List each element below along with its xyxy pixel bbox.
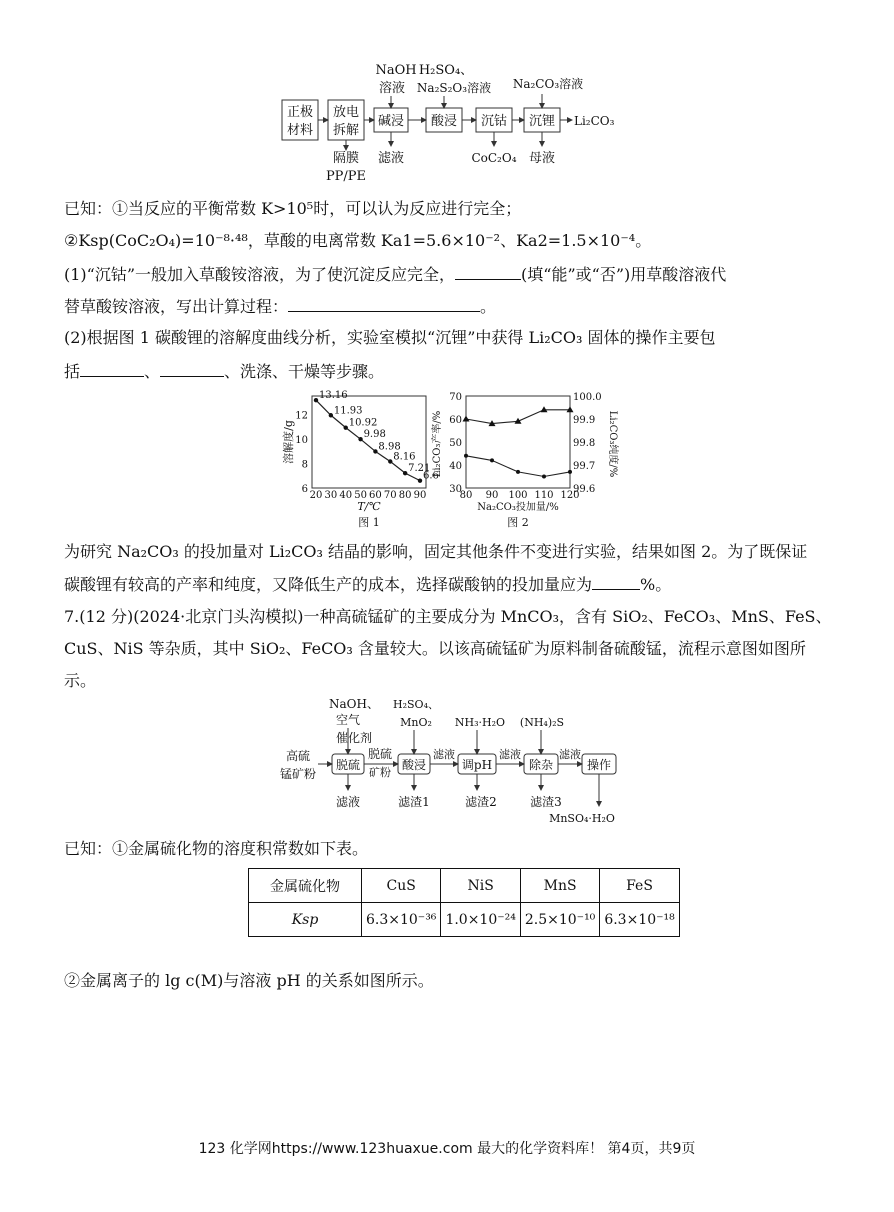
svg-text:(NH₄)₂S: (NH₄)₂S xyxy=(519,716,565,729)
fig1-point xyxy=(344,425,348,429)
question-1-line-2: 替草酸铵溶液，写出计算过程： 。 xyxy=(64,297,497,316)
svg-text:滤液: 滤液 xyxy=(335,795,361,809)
fig1-xtick-label: 80 xyxy=(398,490,412,501)
table-row-label: Ksp xyxy=(249,903,362,937)
solubility-and-yield-charts xyxy=(268,390,618,532)
svg-text:锰矿粉: 锰矿粉 xyxy=(279,767,317,781)
svg-text:拆解: 拆解 xyxy=(332,123,360,138)
fig1-point xyxy=(314,398,318,402)
fig1-data-label: 10.92 xyxy=(348,417,378,429)
svg-text:溶液: 溶液 xyxy=(378,81,406,96)
svg-text:沉锂: 沉锂 xyxy=(528,114,556,129)
fig1-data-label: 7.21 xyxy=(408,463,431,475)
fig2-ylabel-left: Li₂CO₃产率/% xyxy=(432,410,443,478)
fig1-frame xyxy=(312,396,426,488)
page-footer: 123 化学网https://www.123huaxue.com 最大的化学资料库！ 第4页，共9页 xyxy=(198,1141,696,1157)
svg-text:滤液: 滤液 xyxy=(499,748,521,761)
fig1-ytick-label: 10 xyxy=(295,434,308,446)
fig1-data-label: 8.98 xyxy=(378,441,401,453)
fig1-point xyxy=(358,437,362,441)
fig1-point xyxy=(373,449,377,453)
answer-blank-4[interactable] xyxy=(160,360,224,377)
svg-text:调pH: 调pH xyxy=(461,758,493,772)
fig1-xtick-label: 30 xyxy=(324,490,338,501)
svg-text:PP/PE: PP/PE xyxy=(325,169,367,184)
fig1-xlabel: T/℃ xyxy=(357,500,381,513)
svg-text:正极: 正极 xyxy=(286,105,314,120)
fig2-xtick-label: 100 xyxy=(508,490,528,501)
fig2-ytick-left-label: 30 xyxy=(449,484,462,495)
fig2-ytick-right-label: 100.0 xyxy=(573,392,602,403)
fig2-ytick-left-label: 70 xyxy=(449,392,462,403)
svg-text:滤液: 滤液 xyxy=(377,151,405,166)
svg-text:碱浸: 碱浸 xyxy=(377,114,405,129)
table-cell: 1.0×10⁻²⁴ xyxy=(441,903,520,937)
fig1-ytick-label: 6 xyxy=(301,484,308,495)
table-row xyxy=(249,903,680,937)
fig1-xtick-label: 60 xyxy=(369,490,382,501)
question-3-line-1: 为研究 Na₂CO₃ 的投加量对 Li₂CO₃ 结晶的影响，固定其他条件不变进行实验，结果如图 2。为了既保证 xyxy=(64,542,808,561)
answer-blank-5[interactable] xyxy=(592,573,640,590)
svg-text:酸浸: 酸浸 xyxy=(401,758,427,772)
svg-text:H₂SO₄、: H₂SO₄、 xyxy=(393,698,439,711)
fig1-data-label: 11.93 xyxy=(333,405,363,417)
svg-text:酸浸: 酸浸 xyxy=(430,114,458,129)
svg-text:滤液: 滤液 xyxy=(559,748,581,761)
problem-7-line-1: 7.(12 分)(2024·北京门头沟模拟)一种高硫锰矿的主要成分为 MnCO₃，含有 SiO₂、FeCO₃、MnS、FeS、 xyxy=(64,607,832,626)
fig2-xtick-label: 90 xyxy=(485,490,499,501)
problem-7-line-2: CuS、NiS 等杂质，其中 SiO₂、FeCO₃ 含量较大。以该高硫锰矿为原料制备硫酸锰，流程示意图如图所 xyxy=(64,639,806,658)
svg-text:沉钴: 沉钴 xyxy=(480,114,508,129)
svg-text:Na₂S₂O₃溶液: Na₂S₂O₃溶液 xyxy=(416,81,492,95)
svg-text:脱硫: 脱硫 xyxy=(335,758,361,772)
svg-text:空气: 空气 xyxy=(335,713,361,727)
table-cell: 6.3×10⁻³⁶ xyxy=(362,903,441,937)
fig2-triangle-point xyxy=(463,416,470,422)
fig2-ytick-right-label: 99.7 xyxy=(573,461,596,472)
svg-text:滤渣1: 滤渣1 xyxy=(398,795,430,809)
svg-text:NH₃·H₂O: NH₃·H₂O xyxy=(454,716,506,729)
svg-text:H₂SO₄、: H₂SO₄、 xyxy=(418,63,474,78)
fig2-xtick-label: 80 xyxy=(459,490,473,501)
known-condition-1: 已知：①当反应的平衡常数 K>10⁵时，可以认为反应进行完全； xyxy=(64,199,522,218)
known-2-line: 已知：①金属硫化物的溶度积常数如下表。 xyxy=(64,839,369,858)
fig1-xtick-label: 40 xyxy=(339,490,353,501)
svg-text:操作: 操作 xyxy=(586,758,612,772)
fig1-point xyxy=(329,413,333,417)
svg-text:催化剂: 催化剂 xyxy=(335,731,373,745)
ksp-table xyxy=(248,868,680,937)
fig2-xlabel: Na₂CO₃投加量/% xyxy=(477,502,559,513)
table-header-cell: NiS xyxy=(441,869,520,903)
answer-blank-3[interactable] xyxy=(80,360,144,377)
question-2-line-2: 括 、 、洗涤、干燥等步骤。 xyxy=(64,362,385,381)
svg-text:高硫: 高硫 xyxy=(285,749,311,763)
question-2-line-1: (2)根据图 1 碳酸锂的溶解度曲线分析，实验室模拟“沉锂”中获得 Li₂CO₃ 固体的操作主要包 xyxy=(64,328,716,347)
fig1-point xyxy=(403,471,407,475)
table-header-cell: MnS xyxy=(520,869,599,903)
svg-text:NaOH: NaOH xyxy=(375,63,417,78)
fig1-xtick-label: 90 xyxy=(413,490,427,501)
fig1-data-label: 6.6 xyxy=(423,470,439,482)
fig1-ytick-label: 12 xyxy=(295,410,308,422)
svg-text:除杂: 除杂 xyxy=(528,758,554,772)
table-header-cell: FeS xyxy=(600,869,679,903)
question-3-line-2: 碳酸锂有较高的产率和纯度，又降低生产的成本，选择碳酸钠的投加量应为 %。 xyxy=(64,575,672,594)
fig2-ytick-left-label: 60 xyxy=(449,415,462,426)
svg-text:矿粉: 矿粉 xyxy=(369,766,391,779)
problem-7-line-3: 示。 xyxy=(64,671,97,690)
table-cell: 2.5×10⁻¹⁰ xyxy=(520,903,599,937)
table-cell: 6.3×10⁻¹⁸ xyxy=(600,903,679,937)
fig2-ytick-right-label: 99.9 xyxy=(573,415,596,426)
svg-text:滤渣2: 滤渣2 xyxy=(465,795,497,809)
fig1-data-label: 9.98 xyxy=(363,429,386,441)
fig2-ytick-right-label: 99.6 xyxy=(573,484,596,495)
svg-text:MnO₂: MnO₂ xyxy=(400,716,432,729)
svg-text:滤液: 滤液 xyxy=(433,748,455,761)
fig1-point xyxy=(388,459,392,463)
fig2-ytick-left-label: 50 xyxy=(449,438,462,449)
flowchart-lithium-recovery xyxy=(270,58,630,188)
fig2-dot-point xyxy=(464,454,468,458)
fig1-curve xyxy=(316,400,420,480)
svg-text:Na₂CO₃溶液: Na₂CO₃溶液 xyxy=(512,77,584,91)
answer-blank-1[interactable] xyxy=(455,263,521,280)
fig1-caption: 图 1 xyxy=(358,516,380,529)
svg-text:NaOH、: NaOH、 xyxy=(329,697,379,711)
fig2-caption: 图 2 xyxy=(507,516,529,529)
table-header-cell: CuS xyxy=(362,869,441,903)
known-3-line: ②金属离子的 lg c(M)与溶液 pH 的关系如图所示。 xyxy=(64,971,434,990)
known-condition-2: ②Ksp(CoC₂O₄)=10⁻⁸·⁴⁸，草酸的电离常数 Ka1=5.6×10⁻²、Ka2=1.5×10⁻⁴。 xyxy=(64,231,652,250)
fig1-data-label: 13.16 xyxy=(319,390,348,402)
svg-text:CoC₂O₄: CoC₂O₄ xyxy=(471,151,517,165)
fig1-ylabel: 溶解度/g xyxy=(282,420,295,464)
svg-text:隔膜: 隔膜 xyxy=(332,151,360,166)
table-header-cell: 金属硫化物 xyxy=(249,869,362,903)
fig1-data-label: 8.16 xyxy=(393,451,416,463)
fig1-xtick-label: 70 xyxy=(383,490,397,501)
svg-text:脱硫: 脱硫 xyxy=(367,747,393,761)
fig2-xtick-label: 110 xyxy=(534,490,554,501)
flowchart-manganese-sulfate xyxy=(276,694,626,828)
svg-text:滤渣3: 滤渣3 xyxy=(530,795,562,809)
fig2-dot-point xyxy=(516,470,520,474)
fig1-xtick-label: 20 xyxy=(309,490,323,501)
fig2-dot-point xyxy=(542,475,546,479)
answer-blank-2[interactable] xyxy=(288,295,480,312)
fig2-ytick-left-label: 40 xyxy=(449,461,462,472)
fig2-ylabel-right: Li₂CO₃纯度/% xyxy=(607,410,618,478)
fig2-dot-point xyxy=(490,458,494,462)
fig1-ytick-label: 8 xyxy=(301,459,308,471)
fig1-point xyxy=(418,478,422,482)
fig2-dot-point xyxy=(568,470,572,474)
svg-text:Li₂CO₃: Li₂CO₃ xyxy=(574,114,615,128)
svg-text:材料: 材料 xyxy=(286,123,314,138)
fig2-ytick-right-label: 99.8 xyxy=(573,438,596,449)
fig2-xtick-label: 120 xyxy=(560,490,580,501)
svg-text:MnSO₄·H₂O: MnSO₄·H₂O xyxy=(549,812,615,825)
fig1-xtick-label: 50 xyxy=(354,490,367,501)
svg-text:放电: 放电 xyxy=(332,105,360,120)
question-1-line-1: (1)“沉钴”一般加入草酸铵溶液，为了使沉淀反应完全， (填“能”或“否”)用草酸溶液代 xyxy=(64,265,727,284)
table-header-row xyxy=(249,869,680,903)
svg-text:母液: 母液 xyxy=(528,151,556,166)
